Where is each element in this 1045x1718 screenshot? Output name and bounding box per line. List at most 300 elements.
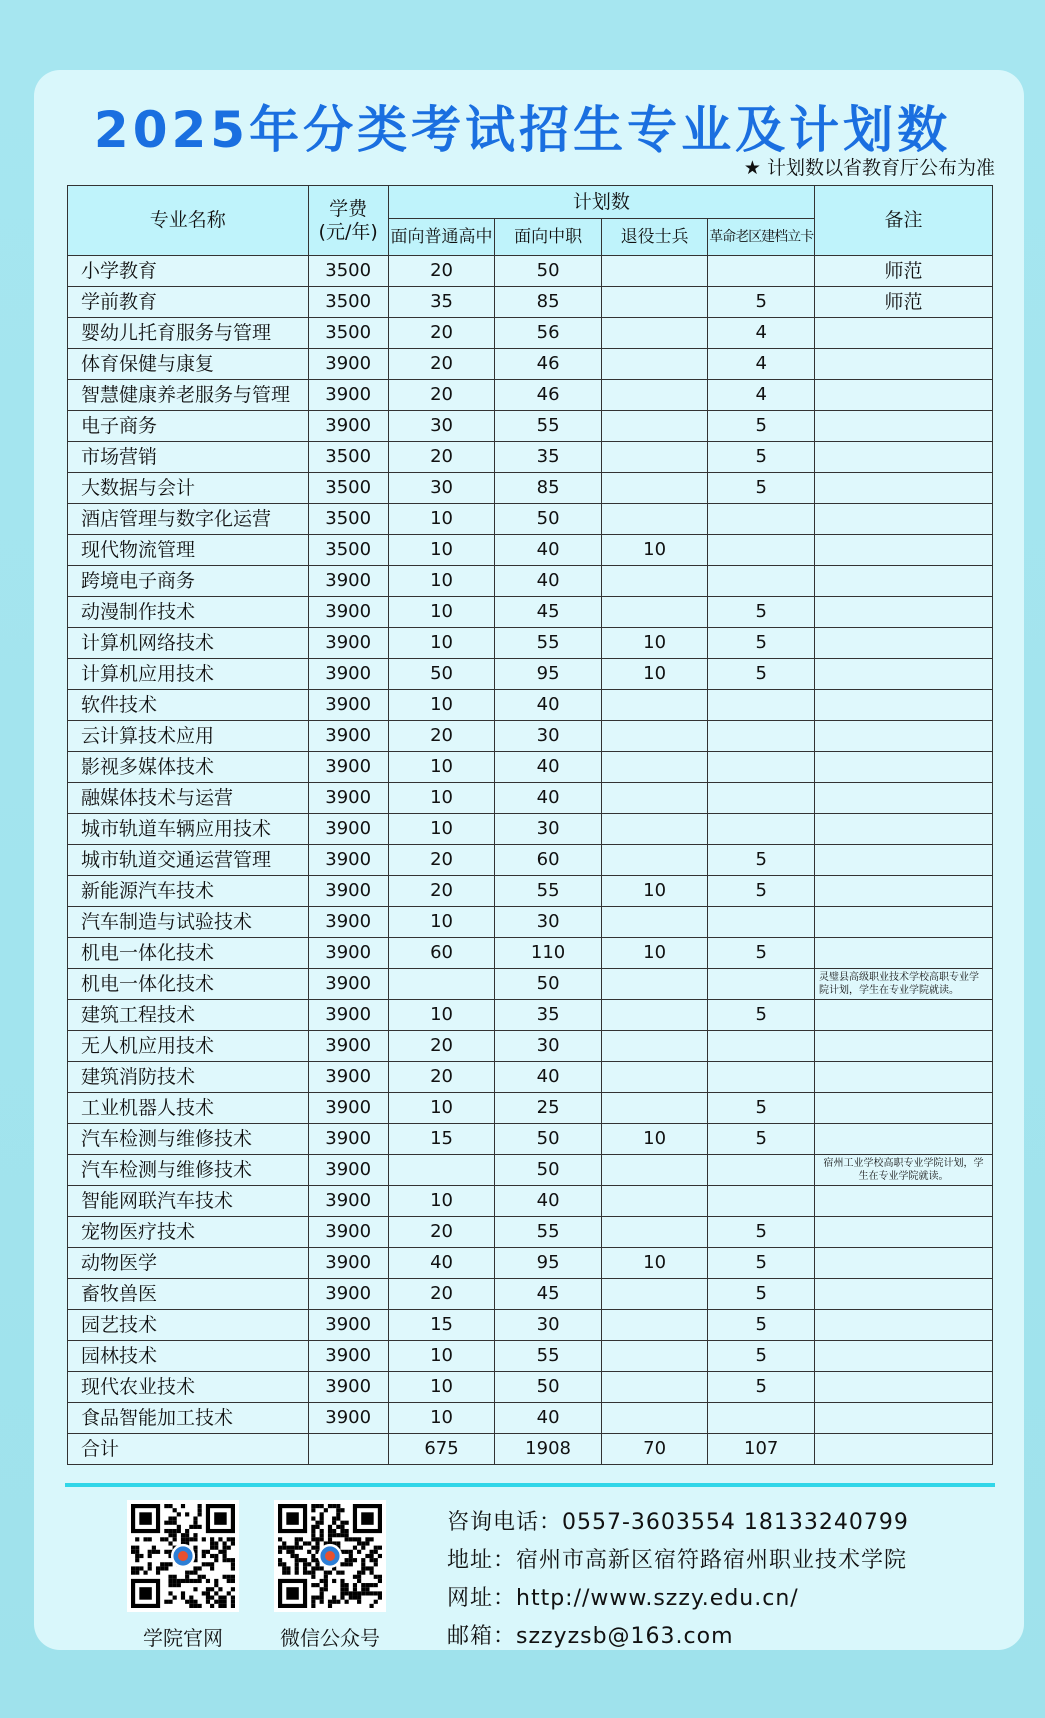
veterans-count-cell <box>601 287 708 318</box>
header-vocational-school: 面向中职 <box>495 219 602 256</box>
general-high-school-count-cell: 10 <box>388 814 495 845</box>
veterans-count-cell <box>601 783 708 814</box>
fee-cell: 3900 <box>308 845 388 876</box>
table-row <box>68 1403 993 1434</box>
fee-cell: 3900 <box>308 659 388 690</box>
general-high-school-count-cell: 20 <box>388 1279 495 1310</box>
general-high-school-count-cell: 10 <box>388 690 495 721</box>
contact-address: 地址：宿州市高新区宿符路宿州职业技术学院 <box>447 1548 908 1573</box>
general-high-school-count-cell: 35 <box>388 287 495 318</box>
veterans-count-cell <box>601 1186 708 1217</box>
general-high-school-count-cell: 10 <box>388 504 495 535</box>
general-high-school-count-cell: 40 <box>388 1248 495 1279</box>
vocational-count-cell: 46 <box>495 349 602 380</box>
fee-cell: 3900 <box>308 1372 388 1403</box>
veterans-count-cell <box>601 969 708 1000</box>
general-high-school-count-cell: 30 <box>388 411 495 442</box>
fee-cell: 3900 <box>308 597 388 628</box>
vocational-count-cell: 85 <box>495 287 602 318</box>
table-row <box>68 1031 993 1062</box>
vocational-count-cell: 40 <box>495 1186 602 1217</box>
veterans-count-cell: 10 <box>601 1248 708 1279</box>
major-name-cell: 园艺技术 <box>68 1310 309 1341</box>
revolutionary-area-count-cell: 5 <box>708 411 815 442</box>
remark-cell <box>814 1310 992 1341</box>
remark-cell <box>814 1062 992 1093</box>
vocational-count-cell: 50 <box>495 256 602 287</box>
major-name-cell: 新能源汽车技术 <box>68 876 309 907</box>
fee-cell: 3900 <box>308 380 388 411</box>
revolutionary-area-count-cell: 5 <box>708 845 815 876</box>
veterans-count-cell <box>601 814 708 845</box>
table-row <box>68 442 993 473</box>
table-row <box>68 380 993 411</box>
veterans-count-cell: 10 <box>601 876 708 907</box>
revolutionary-area-count-cell: 5 <box>708 1310 815 1341</box>
fee-cell: 3900 <box>308 690 388 721</box>
qr-code-icon <box>131 1504 235 1608</box>
remark-cell <box>814 752 992 783</box>
major-name-cell: 市场营销 <box>68 442 309 473</box>
general-high-school-count-cell: 10 <box>388 1186 495 1217</box>
general-high-school-count-cell: 30 <box>388 473 495 504</box>
major-name-cell: 小学教育 <box>68 256 309 287</box>
remark-cell <box>814 1434 992 1465</box>
general-high-school-count-cell: 15 <box>388 1310 495 1341</box>
revolutionary-area-count-cell <box>708 1062 815 1093</box>
fee-cell: 3900 <box>308 1186 388 1217</box>
enrollment-plan-table <box>67 185 993 1465</box>
remark-cell <box>814 1186 992 1217</box>
vocational-count-cell: 1908 <box>495 1434 602 1465</box>
major-name-cell: 酒店管理与数字化运营 <box>68 504 309 535</box>
vocational-count-cell: 40 <box>495 535 602 566</box>
fee-cell: 3500 <box>308 535 388 566</box>
table-row <box>68 1217 993 1248</box>
veterans-count-cell <box>601 1155 708 1186</box>
fee-cell: 3900 <box>308 1155 388 1186</box>
revolutionary-area-count-cell <box>708 566 815 597</box>
revolutionary-area-count-cell: 5 <box>708 1372 815 1403</box>
general-high-school-count-cell: 10 <box>388 628 495 659</box>
fee-cell: 3900 <box>308 1310 388 1341</box>
major-name-cell: 建筑工程技术 <box>68 1000 309 1031</box>
remark-cell <box>814 597 992 628</box>
header-name: 专业名称 <box>68 186 309 256</box>
general-high-school-count-cell: 20 <box>388 349 495 380</box>
veterans-count-cell <box>601 318 708 349</box>
vocational-count-cell: 50 <box>495 1372 602 1403</box>
general-high-school-count-cell: 20 <box>388 845 495 876</box>
veterans-count-cell <box>601 1000 708 1031</box>
fee-cell: 3900 <box>308 1217 388 1248</box>
revolutionary-area-count-cell: 5 <box>708 442 815 473</box>
vocational-count-cell: 60 <box>495 845 602 876</box>
vocational-count-cell: 50 <box>495 504 602 535</box>
fee-cell: 3900 <box>308 411 388 442</box>
veterans-count-cell: 70 <box>601 1434 708 1465</box>
remark-cell <box>814 1279 992 1310</box>
veterans-count-cell <box>601 1062 708 1093</box>
veterans-count-cell <box>601 1372 708 1403</box>
vocational-count-cell: 50 <box>495 1155 602 1186</box>
vocational-count-cell: 40 <box>495 752 602 783</box>
veterans-count-cell: 10 <box>601 1124 708 1155</box>
remark-cell <box>814 1372 992 1403</box>
fee-cell: 3500 <box>308 504 388 535</box>
revolutionary-area-count-cell: 5 <box>708 1093 815 1124</box>
general-high-school-count-cell: 20 <box>388 318 495 349</box>
vocational-count-cell: 25 <box>495 1093 602 1124</box>
remark-cell: 师范 <box>814 256 992 287</box>
revolutionary-area-count-cell: 5 <box>708 659 815 690</box>
veterans-count-cell <box>601 442 708 473</box>
revolutionary-area-count-cell: 5 <box>708 1279 815 1310</box>
major-name-cell: 工业机器人技术 <box>68 1093 309 1124</box>
fee-cell: 3900 <box>308 1248 388 1279</box>
remark-cell <box>814 411 992 442</box>
fee-cell: 3900 <box>308 349 388 380</box>
remark-cell <box>814 349 992 380</box>
general-high-school-count-cell: 60 <box>388 938 495 969</box>
remark-cell <box>814 1217 992 1248</box>
table-row <box>68 845 993 876</box>
remark-cell <box>814 473 992 504</box>
website-qr-label: 学院官网 <box>143 1626 223 1650</box>
vocational-count-cell: 55 <box>495 628 602 659</box>
general-high-school-count-cell: 675 <box>388 1434 495 1465</box>
veterans-count-cell <box>601 256 708 287</box>
wechat-qr-label: 微信公众号 <box>280 1626 380 1650</box>
revolutionary-area-count-cell: 5 <box>708 1248 815 1279</box>
general-high-school-count-cell: 10 <box>388 535 495 566</box>
vocational-count-cell: 46 <box>495 380 602 411</box>
fee-cell: 3500 <box>308 287 388 318</box>
table-row <box>68 1341 993 1372</box>
vocational-count-cell: 40 <box>495 690 602 721</box>
veterans-count-cell <box>601 380 708 411</box>
vocational-count-cell: 30 <box>495 721 602 752</box>
table-row <box>68 1279 993 1310</box>
header-fee-line1: 学费 <box>329 197 368 220</box>
remark-cell <box>814 318 992 349</box>
remark-cell <box>814 1000 992 1031</box>
general-high-school-count-cell: 10 <box>388 783 495 814</box>
revolutionary-area-count-cell <box>708 1186 815 1217</box>
table-row <box>68 597 993 628</box>
footer-divider <box>65 1483 995 1487</box>
major-name-cell: 婴幼儿托育服务与管理 <box>68 318 309 349</box>
revolutionary-area-count-cell <box>708 256 815 287</box>
veterans-count-cell <box>601 566 708 597</box>
remark-cell: 宿州工业学校高职专业学院计划，学生在专业学院就读。 <box>814 1155 992 1186</box>
qr-code-icon <box>278 1504 382 1608</box>
revolutionary-area-count-cell: 5 <box>708 628 815 659</box>
revolutionary-area-count-cell <box>708 1155 815 1186</box>
remark-cell <box>814 380 992 411</box>
vocational-count-cell: 95 <box>495 659 602 690</box>
fee-cell: 3900 <box>308 1403 388 1434</box>
vocational-count-cell: 85 <box>495 473 602 504</box>
remark-cell <box>814 690 992 721</box>
remark-cell <box>814 628 992 659</box>
general-high-school-count-cell: 10 <box>388 1372 495 1403</box>
revolutionary-area-count-cell <box>708 721 815 752</box>
wechat-qr-code <box>274 1500 386 1612</box>
remark-cell <box>814 566 992 597</box>
general-high-school-count-cell: 10 <box>388 566 495 597</box>
major-name-cell: 学前教育 <box>68 287 309 318</box>
revolutionary-area-count-cell <box>708 535 815 566</box>
remark-cell <box>814 1248 992 1279</box>
contact-website[interactable]: 网址：http://www.szzy.edu.cn/ <box>447 1586 799 1611</box>
fee-cell: 3900 <box>308 1279 388 1310</box>
fee-cell: 3900 <box>308 721 388 752</box>
general-high-school-count-cell: 20 <box>388 442 495 473</box>
major-name-cell: 计算机应用技术 <box>68 659 309 690</box>
major-name-cell: 城市轨道交通运营管理 <box>68 845 309 876</box>
general-high-school-count-cell: 50 <box>388 659 495 690</box>
vocational-count-cell: 30 <box>495 907 602 938</box>
major-name-cell: 机电一体化技术 <box>68 938 309 969</box>
major-name-cell: 园林技术 <box>68 1341 309 1372</box>
fee-cell: 3900 <box>308 1031 388 1062</box>
revolutionary-area-count-cell: 5 <box>708 597 815 628</box>
table-row <box>68 1062 993 1093</box>
veterans-count-cell: 10 <box>601 628 708 659</box>
remark-cell: 灵璧县高级职业技术学校高职专业学院计划，学生在专业学院就读。 <box>814 969 992 1000</box>
vocational-count-cell: 55 <box>495 1217 602 1248</box>
general-high-school-count-cell <box>388 969 495 1000</box>
header-remark: 备注 <box>814 186 992 256</box>
fee-cell: 3900 <box>308 1062 388 1093</box>
general-high-school-count-cell: 20 <box>388 256 495 287</box>
major-name-cell: 大数据与会计 <box>68 473 309 504</box>
remark-cell <box>814 876 992 907</box>
fee-cell: 3900 <box>308 814 388 845</box>
header-general-high-school: 面向普通高中 <box>388 219 495 256</box>
major-name-cell: 计算机网络技术 <box>68 628 309 659</box>
veterans-count-cell <box>601 1093 708 1124</box>
major-name-cell: 现代物流管理 <box>68 535 309 566</box>
revolutionary-area-count-cell: 5 <box>708 938 815 969</box>
major-name-cell: 汽车制造与试验技术 <box>68 907 309 938</box>
vocational-count-cell: 55 <box>495 876 602 907</box>
major-name-cell: 畜牧兽医 <box>68 1279 309 1310</box>
general-high-school-count-cell <box>388 1155 495 1186</box>
revolutionary-area-count-cell <box>708 504 815 535</box>
veterans-count-cell <box>601 752 708 783</box>
major-name-cell: 融媒体技术与运营 <box>68 783 309 814</box>
remark-cell <box>814 1124 992 1155</box>
remark-cell <box>814 535 992 566</box>
page-title: 2025年分类考试招生专业及计划数 <box>93 101 952 159</box>
veterans-count-cell <box>601 473 708 504</box>
major-name-cell: 影视多媒体技术 <box>68 752 309 783</box>
vocational-count-cell: 30 <box>495 1310 602 1341</box>
major-name-cell: 云计算技术应用 <box>68 721 309 752</box>
veterans-count-cell <box>601 1341 708 1372</box>
table-row <box>68 1000 993 1031</box>
header-fee <box>308 186 388 256</box>
fee-cell: 3900 <box>308 783 388 814</box>
fee-cell: 3900 <box>308 1124 388 1155</box>
fee-cell: 3500 <box>308 256 388 287</box>
veterans-count-cell <box>601 1279 708 1310</box>
veterans-count-cell <box>601 504 708 535</box>
veterans-count-cell <box>601 1403 708 1434</box>
revolutionary-area-count-cell: 4 <box>708 380 815 411</box>
major-name-cell: 建筑消防技术 <box>68 1062 309 1093</box>
header-plan: 计划数 <box>388 186 814 219</box>
vocational-count-cell: 40 <box>495 783 602 814</box>
veterans-count-cell <box>601 597 708 628</box>
remark-cell <box>814 783 992 814</box>
remark-cell <box>814 442 992 473</box>
table-row <box>68 535 993 566</box>
table-row <box>68 504 993 535</box>
major-name-cell: 汽车检测与维修技术 <box>68 1155 309 1186</box>
revolutionary-area-count-cell: 5 <box>708 876 815 907</box>
remark-cell <box>814 1341 992 1372</box>
veterans-count-cell <box>601 1031 708 1062</box>
table-row <box>68 690 993 721</box>
major-name-cell: 无人机应用技术 <box>68 1031 309 1062</box>
fee-cell: 3500 <box>308 473 388 504</box>
general-high-school-count-cell: 10 <box>388 1000 495 1031</box>
vocational-count-cell: 45 <box>495 597 602 628</box>
table-body <box>68 256 993 1465</box>
major-name-cell: 食品智能加工技术 <box>68 1403 309 1434</box>
table-row <box>68 1248 993 1279</box>
major-name-cell: 动漫制作技术 <box>68 597 309 628</box>
fee-cell <box>308 1434 388 1465</box>
table-row <box>68 1434 993 1465</box>
revolutionary-area-count-cell: 5 <box>708 1341 815 1372</box>
major-name-cell: 汽车检测与维修技术 <box>68 1124 309 1155</box>
major-name-cell: 跨境电子商务 <box>68 566 309 597</box>
veterans-count-cell <box>601 1310 708 1341</box>
general-high-school-count-cell: 10 <box>388 597 495 628</box>
header-revolutionary-area: 革命老区建档立卡 <box>708 219 815 256</box>
revolutionary-area-count-cell <box>708 907 815 938</box>
table-row <box>68 287 993 318</box>
table-row <box>68 411 993 442</box>
contact-email[interactable]: 邮箱：szzyzsb@163.com <box>447 1624 734 1649</box>
remark-cell <box>814 659 992 690</box>
veterans-count-cell <box>601 690 708 721</box>
major-name-cell: 宠物医疗技术 <box>68 1217 309 1248</box>
fee-cell: 3900 <box>308 628 388 659</box>
revolutionary-area-count-cell: 5 <box>708 473 815 504</box>
table-row <box>68 1093 993 1124</box>
table-row <box>68 1310 993 1341</box>
major-name-cell: 机电一体化技术 <box>68 969 309 1000</box>
fee-cell: 3900 <box>308 969 388 1000</box>
table-row <box>68 473 993 504</box>
veterans-count-cell <box>601 845 708 876</box>
general-high-school-count-cell: 10 <box>388 752 495 783</box>
table-row <box>68 1372 993 1403</box>
major-name-cell: 动物医学 <box>68 1248 309 1279</box>
vocational-count-cell: 110 <box>495 938 602 969</box>
major-name-cell: 智能网联汽车技术 <box>68 1186 309 1217</box>
remark-cell <box>814 845 992 876</box>
remark-cell <box>814 907 992 938</box>
revolutionary-area-count-cell <box>708 814 815 845</box>
veterans-count-cell: 10 <box>601 535 708 566</box>
fee-cell: 3900 <box>308 1341 388 1372</box>
website-qr-code <box>127 1500 239 1612</box>
remark-cell <box>814 1093 992 1124</box>
major-name-cell: 智慧健康养老服务与管理 <box>68 380 309 411</box>
veterans-count-cell <box>601 721 708 752</box>
table-row <box>68 938 993 969</box>
revolutionary-area-count-cell <box>708 752 815 783</box>
fee-cell: 3900 <box>308 876 388 907</box>
general-high-school-count-cell: 20 <box>388 876 495 907</box>
plan-note: ★ 计划数以省教育厅公布为准 <box>743 157 995 179</box>
vocational-count-cell: 56 <box>495 318 602 349</box>
fee-cell: 3900 <box>308 1000 388 1031</box>
header-fee-line2: (元/年) <box>318 220 378 243</box>
general-high-school-count-cell: 20 <box>388 380 495 411</box>
vocational-count-cell: 50 <box>495 1124 602 1155</box>
veterans-count-cell <box>601 1217 708 1248</box>
general-high-school-count-cell: 10 <box>388 1403 495 1434</box>
major-name-cell: 现代农业技术 <box>68 1372 309 1403</box>
table-row <box>68 659 993 690</box>
vocational-count-cell: 40 <box>495 566 602 597</box>
vocational-count-cell: 35 <box>495 442 602 473</box>
revolutionary-area-count-cell: 107 <box>708 1434 815 1465</box>
revolutionary-area-count-cell: 4 <box>708 318 815 349</box>
fee-cell: 3900 <box>308 907 388 938</box>
table-row <box>68 907 993 938</box>
general-high-school-count-cell: 10 <box>388 1093 495 1124</box>
vocational-count-cell: 55 <box>495 411 602 442</box>
vocational-count-cell: 45 <box>495 1279 602 1310</box>
table-row <box>68 1155 993 1186</box>
vocational-count-cell: 40 <box>495 1403 602 1434</box>
veterans-count-cell: 10 <box>601 659 708 690</box>
table-row <box>68 969 993 1000</box>
fee-cell: 3900 <box>308 752 388 783</box>
table-row <box>68 783 993 814</box>
table-row <box>68 256 993 287</box>
table-row <box>68 566 993 597</box>
general-high-school-count-cell: 10 <box>388 1341 495 1372</box>
general-high-school-count-cell: 15 <box>388 1124 495 1155</box>
table-row <box>68 814 993 845</box>
remark-cell: 师范 <box>814 287 992 318</box>
vocational-count-cell: 50 <box>495 969 602 1000</box>
fee-cell: 3900 <box>308 566 388 597</box>
revolutionary-area-count-cell <box>708 783 815 814</box>
table-row <box>68 1124 993 1155</box>
remark-cell <box>814 938 992 969</box>
table-row <box>68 318 993 349</box>
revolutionary-area-count-cell: 5 <box>708 287 815 318</box>
major-name-cell: 合计 <box>68 1434 309 1465</box>
major-name-cell: 软件技术 <box>68 690 309 721</box>
remark-cell <box>814 1031 992 1062</box>
general-high-school-count-cell: 10 <box>388 907 495 938</box>
revolutionary-area-count-cell <box>708 690 815 721</box>
major-name-cell: 电子商务 <box>68 411 309 442</box>
major-name-cell: 体育保健与康复 <box>68 349 309 380</box>
veterans-count-cell <box>601 411 708 442</box>
